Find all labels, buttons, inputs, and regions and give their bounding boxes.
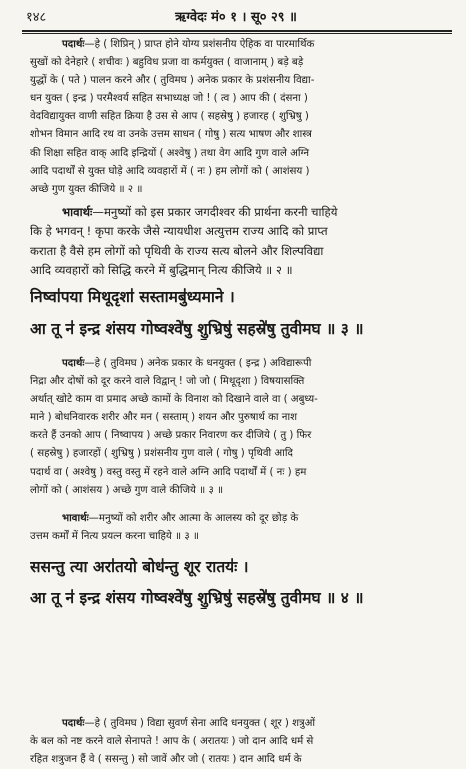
padartha-line: पदार्थः—हे ( तुविमघ ) अनेक प्रकार के धनयुक्त ( इन्द्र ) अविद्यारूपी: [62, 358, 312, 369]
page-header: [26, 6, 446, 26]
padartha-line: शोभन विमान आदि रथ वा उनके उत्तम साधन ( गोषु ) सत्य भाषण और शास्त्र: [30, 129, 312, 141]
header-rule: [22, 30, 452, 32]
bhavartha-line: आदि व्यवहारों को सिद्धि करने में बुद्धिमान् नित्य कीजिये ॥ २ ॥: [30, 263, 293, 278]
bhavartha-line: भावार्थः—मनुष्यों को शरीर और आत्मा के आलस्य को दूर छोड़ के: [62, 513, 299, 524]
mantra-3-line-2: आ तू न॑ इन्द्र शंसय गोष्वश्वे॑षु शु॒भ्रिषु॑ सहस्रे॑षु तुवीमघ ॥ ३ ॥: [30, 320, 364, 338]
bhavartha-line: भावार्थः—मनुष्यों को इस प्रकार जगदीश्वर की प्रार्थना करनी चाहिये: [62, 205, 338, 219]
padartha-line: करते हैं उनको आप ( निष्वापय ) अच्छे प्रकार निवारण कर दीजिये ( तु ) फिर: [30, 430, 312, 442]
padartha-mantra-4: [30, 715, 448, 769]
mantra-4-line-1: ससन्तु त्या अरा॑तयो बोध॑न्तु शूर रातयः॑ ।: [30, 558, 249, 576]
padartha-mantra-2: [30, 36, 448, 199]
padartha-line: सुखों को देनेहारे ( शचीवः ) बहुविध प्रजा वा कर्मयुक्त ( वाजानाम् ) बड़े बड़े: [30, 57, 304, 69]
padartha-label: पदार्थः: [62, 358, 85, 369]
padartha-line: लोगों को ( आशंसय ) अच्छे गुण वाले कीजिये ॥ ३ ॥: [30, 484, 224, 496]
padartha-line: निद्रा और दोषों को दूर करने वाले विद्वान् ! जो जो ( मिथूदृशा ) विषयासक्ति: [30, 376, 305, 388]
mantra-4-line-2: आ तू न॑ इन्द्र शंसय गोष्वश्वे॑षु शु॒भ्रिषु॑ सहस्रे॑षु तुवीमघ ॥ ४ ॥: [30, 589, 364, 607]
bhavartha-label: भावार्थः: [62, 513, 89, 524]
padartha-line: की शिक्षा सहित वाक् आदि इन्द्रियों ( अश्वेषु ) तथा वेग आदि गुण वाले अग्नि: [30, 147, 310, 159]
padartha-line: वेदविद्यायुक्त वाणी सहित क्रिया है उस से आप ( सहस्रेषु ) हजारह ( शुभ्रिषु ): [30, 111, 309, 123]
padartha-line: ( सहस्रेषु ) हजारहों ( शुभ्रिषु ) प्रशंसनीय गुण वाले ( गोषु ) पृथिवी आदि: [30, 448, 293, 460]
padartha-line: पदार्थः—हे ( शिप्रिन् ) प्राप्त होने योग्य प्रशंसनीय ऐहिक वा पारमार्थिक: [62, 39, 315, 50]
padartha-line: धन युक्त ( इन्द्र ) परमैश्वर्य सहित सभाध्यक्ष जो ! ( त्व ) आप की ( दंसना ): [30, 93, 308, 105]
padartha-label: पदार्थः: [62, 718, 85, 729]
bhavartha-label: भावार्थः: [62, 205, 93, 219]
padartha-line: पदार्थ वा ( अश्वेषु ) वस्तु वस्तु में रहने वाले अग्नि आदि पदार्थों में ( नः ) हम: [30, 466, 307, 478]
bhavartha-mantra-2: [30, 203, 448, 281]
padartha-mantra-3: [30, 355, 448, 500]
padartha-line: अच्छे गुण युक्त कीजिये ॥ २ ॥: [30, 183, 143, 195]
page-number: १४८: [26, 10, 47, 25]
running-title: ऋग्वेदः मं० १ । सू० २९ ॥: [175, 10, 297, 25]
bhavartha-line: कि हे भगवन् ! कृपा करके जैसे न्यायधीश अत्युत्तम राज्य आदि को प्राप्त: [30, 224, 328, 239]
header-rule-thin: [22, 33, 452, 34]
padartha-line: रहित शत्रुजन हैं वे ( ससन्तु ) सो जावें और जो ( रातयः ) दान आदि धर्म के: [30, 754, 302, 766]
padartha-line: अर्थात् खोटे काम वा प्रमाद अच्छे कामों के विनाश को दिखाने वाले वा ( अबुध्य-: [30, 394, 318, 406]
padartha-line: माने ) बोधनिवारक शरीर और मन ( सस्ताम् ) शयन और पुरुषार्थ का नाश: [30, 412, 298, 424]
padartha-line: पदार्थः—हे ( तुविमघ ) विद्या सुवर्ण सेना आदि धनयुक्त ( शूर ) शत्रुओं: [62, 718, 316, 729]
bhavartha-line: उत्तम कर्मों में नित्य प्रयत्न करना चाहिये ॥ ३ ॥: [30, 531, 199, 543]
bhavartha-mantra-3: [30, 510, 448, 546]
bhavartha-line: कराता है वैसे हम लोगों को पृथिवी के राज्य सत्य बोलने और शिल्पविद्या: [30, 243, 324, 258]
padartha-line: के बल को नष्ट करने वाले सेनापते ! आप के ( अरातयः ) जो दान आदि धर्म से: [30, 736, 314, 748]
mantra-3-line-1: निष्वा॑पया मिथूदृशा॑ सस्तामबु॑ध्यमाने ।: [30, 288, 235, 306]
padartha-line: आदि पदार्थों से युक्त घोड़े आदि व्यवहारों में ( नः ) हम लोगों को ( आशंसय ): [30, 165, 310, 177]
padartha-label: पदार्थः: [62, 39, 85, 50]
padartha-line: युद्धों के ( पते ) पालन करने और ( तुविमघ ) अनेक प्रकार के प्रशंसनीय विद्या-: [30, 75, 315, 87]
